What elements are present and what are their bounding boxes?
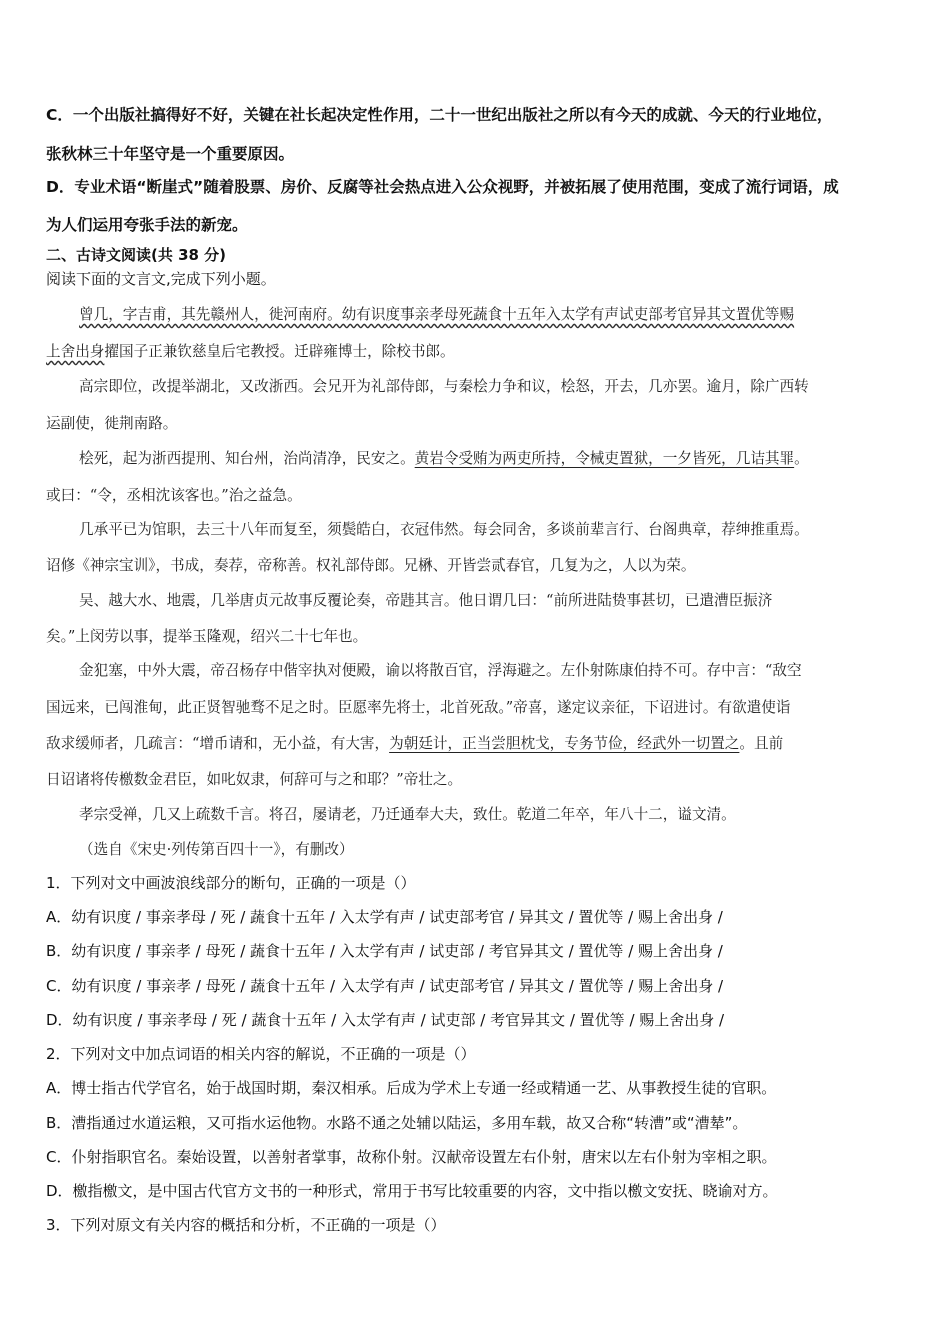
passage-p2-line2: 运副使，徙荆南路。 <box>46 415 178 432</box>
passage-p6-text: 敌求缓师者，几疏言：“增币请和，无小益，有大害， <box>46 735 390 752</box>
question-1-option-c: C．幼有识度 / 事亲孝 / 母死 / 蔬食十五年 / 入太学有声 / 试吏部考官 / 异其文 / 置优等 / 赐上舍出身 / <box>46 977 724 995</box>
question-2: 2．下列对文中加点词语的相关内容的解说，不正确的一项是（） <box>46 1045 476 1063</box>
passage-p1-line2 <box>46 340 455 361</box>
passage-p3-line2: 或曰：“令，丞相沈该客也。”治之益急。 <box>46 487 302 504</box>
passage-source: （选自《宋史·列传第百四十一》，有删改） <box>79 841 354 858</box>
passage-p3-period: 。 <box>794 450 809 467</box>
passage-p4-line2: 诏修《神宗宝训》，书成，奏荐，帝称善。权礼部侍郎。兄楙、开皆尝贰春官，几复为之，人以为荣。 <box>46 557 696 574</box>
passage-p6-line1: 金犯塞，中外大震，帝召杨存中偕宰执对便殿，谕以将散百官，浮海避之。左仆射陈康伯持不可。存中言：“敌空 <box>79 662 802 679</box>
passage-p6-line3-end: 。且前 <box>739 735 784 752</box>
question-1: 1．下列对文中画波浪线部分的断句，正确的一项是（） <box>46 874 416 892</box>
option-d-line2: 为人们运用夸张手法的新宠。 <box>46 216 248 234</box>
section-title: 二、古诗文阅读(共 38 分) <box>46 246 227 264</box>
passage-p2-line1: 高宗即位，改提举湖北，又改浙西。会兄开为礼部侍郎，与秦桧力争和议，桧怒，开去，几亦罢。逾月，除广西转 <box>79 378 809 395</box>
question-1-option-d: D．幼有识度 / 事亲孝母 / 死 / 蔬食十五年 / 入太学有声 / 试吏部 / 考官异其文 / 置优等 / 赐上舍出身 / <box>46 1011 725 1029</box>
passage-p3-underlined: 黄岩令受贿为两吏所持，令械吏置狱，一夕皆死，几诘其罪 <box>414 450 795 467</box>
passage-p4-line1: 几承平已为馆职，去三十八年而复至，须鬓皓白，衣冠伟然。每会同舍，多谈前辈言行、台阁典章，荐绅推重焉。 <box>79 521 809 538</box>
question-1-option-b: B．幼有识度 / 事亲孝 / 母死 / 蔬食十五年 / 入太学有声 / 试吏部 / 考官异其文 / 置优等 / 赐上舍出身 / <box>46 942 723 960</box>
question-3: 3．下列对原文有关内容的概括和分析，不正确的一项是（） <box>46 1216 446 1234</box>
passage-p3-line1 <box>79 447 809 468</box>
question-2-option-a: A．博士指古代学官名，始于战国时期，秦汉相承。后成为学术上专通一经或精通一艺、从事教授生徒的官职。 <box>46 1079 777 1097</box>
passage-p7-line1: 孝宗受禅，几又上疏数千言。将召，屡请老，乃迁通奉大夫，致仕。乾道二年卒，年八十二，谥文清。 <box>79 806 736 823</box>
passage-p6-line2: 国远来，已闯淮甸，此正贤智驰骛不足之时。臣愿率先将士，北首死敌。”帝喜，遂定议亲征，下诏进讨。有欲遣使诣 <box>46 699 791 716</box>
passage-p1-line1: 曾几，字吉甫，其先赣州人，徙河南府。幼有识度事亲孝母死蔬食十五年入太学有声试吏部考官异其文置优等赐 <box>79 306 795 323</box>
passage-p6-line4: 日诏诸将传檄数金君臣，如叱奴隶，何辞可与之和耶？”帝壮之。 <box>46 771 463 788</box>
passage-p5-line1: 吴、越大水、地震，几举唐贞元故事反覆论奏，帝韪其言。他日谓几曰：“前所进陆贽事甚切，已遣漕臣振济 <box>79 592 773 609</box>
passage-p3-text: 桧死，起为浙西提刑、知台州，治尚清净，民安之。 <box>79 450 415 467</box>
option-d-line1: D．专业术语“断崖式”随着股票、房价、反腐等社会热点进入公众视野，并被拓展了使用范围，变成了流行词语，成 <box>46 178 839 196</box>
passage-p6-line3 <box>46 732 783 753</box>
question-1-option-a: A．幼有识度 / 事亲孝母 / 死 / 蔬食十五年 / 入太学有声 / 试吏部考官 / 异其文 / 置优等 / 赐上舍出身 / <box>46 908 723 926</box>
passage-p5-line2: 矣。”上闵劳以事，提举玉隆观，绍兴二十七年也。 <box>46 628 368 645</box>
option-c-line1: C．一个出版社搞得好不好，关键在社长起决定性作用，二十一世纪出版社之所以有今天的成就、今天的行业地位， <box>46 106 833 124</box>
question-2-option-d: D．檄指檄文，是中国古代官方文书的一种形式，常用于书写比较重要的内容，文中指以檄文安抚、晓谕对方。 <box>46 1182 778 1200</box>
option-c-line2: 张秋林三十年坚守是一个重要原因。 <box>46 145 295 163</box>
passage-p1-wavy-end: 上舍出身 <box>46 343 105 360</box>
question-2-option-b: B．漕指通过水道运粮，又可指水运他物。水路不通之处辅以陆运，多用车载，故又合称“转漕”或“漕辇”。 <box>46 1114 748 1132</box>
passage-p1-line2-rest: 擢国子正兼钦慈皇后宅教授。迁辟雍博士，除校书郎。 <box>104 343 455 360</box>
section-instruction: 阅读下面的文言文,完成下列小题。 <box>46 270 276 288</box>
question-2-option-c: C．仆射指职官名。秦始设置，以善射者掌事，故称仆射。汉献帝设置左右仆射，唐宋以左右仆射为宰相之职。 <box>46 1148 777 1166</box>
passage-p6-underlined: 为朝廷计，正当尝胆枕戈，专务节俭，经武外一切置之 <box>389 735 740 752</box>
